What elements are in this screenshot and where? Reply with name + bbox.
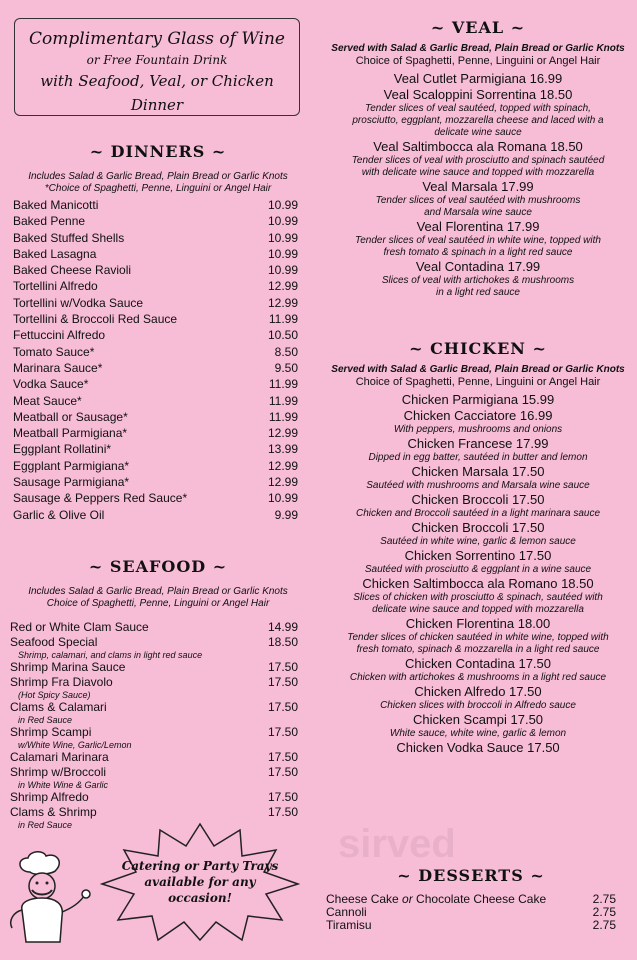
dinner-item (8, 344, 308, 360)
left-column (8, 12, 308, 830)
dinner-item (8, 360, 308, 376)
chicken-item-desc: delicate wine sauce and topped with mozzarella (372, 604, 584, 615)
chicken-item-desc: Tender slices of chicken sautéed in white wine, topped with (347, 632, 609, 643)
dinner-item (8, 230, 308, 246)
dinner-item (8, 327, 308, 343)
veal-subtitle-1: Served with Salad & Garlic Bread, Plain Bread or Garlic Knots (331, 43, 625, 54)
veal-item-desc: Tender slices of veal sautéed with mushrooms (375, 195, 581, 206)
promo-line-3: with Seafood, Veal, or Chicken Dinner (40, 72, 274, 114)
dinner-item (8, 295, 308, 311)
seafood-item (8, 620, 308, 635)
seafood-item (8, 700, 308, 725)
dinner-item (8, 311, 308, 327)
seafood-item-row (10, 635, 298, 650)
dinner-item (8, 441, 308, 457)
seafood-item-name: Calamari Marinara (10, 749, 109, 764)
dinner-item-price: 11.99 (268, 377, 298, 392)
chicken-item-desc: Chicken and Broccoli sautéed in a light marinara sauce (355, 508, 601, 519)
chicken-item-desc: Sautéed with mushrooms and Marsala wine sauce (366, 480, 590, 491)
seafood-item-price: 17.50 (267, 724, 298, 739)
dinner-item-price: 9.50 (274, 360, 298, 375)
seafood-item-name: Shrimp Scampi (10, 724, 92, 739)
veal-item-name: Veal Florentina 17.99 (416, 219, 540, 234)
veal-item-desc: Slices of veal with artichokes & mushrooms (381, 275, 575, 286)
seafood-subtitle-2: Choice of Spaghetti, Penne, Linguini or Angel Hair (46, 597, 270, 609)
chicken-item-desc: Chicken with artichokes & mushrooms in a light red sauce (349, 672, 607, 683)
seafood-item-row (10, 660, 298, 675)
dessert-item-name: Cannoli (326, 905, 367, 919)
chicken-title: ~ CHICKEN ~ (409, 339, 547, 358)
seafood-item-price: 17.50 (267, 789, 298, 804)
chicken-item-name: Chicken Broccoli 17.50 (411, 492, 545, 507)
desserts-section (326, 866, 616, 932)
dinner-item-price: 10.99 (267, 246, 298, 261)
seafood-item-note: w/White Wine, Garlic/Lemon (18, 739, 132, 750)
chicken-item-name: Chicken Broccoli 17.50 (411, 520, 545, 535)
dinner-item (8, 507, 308, 523)
dinner-item-price: 12.99 (267, 295, 298, 310)
dinners-title: ~ DINNERS ~ (89, 142, 227, 161)
seafood-item-note: in Red Sauce (18, 819, 73, 830)
dinner-item-price: 12.99 (267, 426, 298, 441)
veal-subtitle-2: Choice of Spaghetti, Penne, Linguini or Angel Hair (355, 55, 601, 67)
seafood-item-note: (Hot Spicy Sauce) (18, 689, 91, 700)
dessert-item-price: 2.75 (592, 892, 616, 906)
dinner-item-price: 11.99 (268, 312, 298, 327)
dinner-item-name: Tortellini Alfredo (13, 279, 98, 294)
dinner-item-price: 10.99 (267, 214, 298, 229)
chicken-item-name: Chicken Florentina 18.00 (405, 616, 551, 631)
chicken-item-name: Chicken Cacciatore 16.99 (403, 408, 553, 423)
veal-item-desc: fresh tomato & spinach in a light red sauce (383, 247, 573, 258)
seafood-item-note: Shrimp, calamari, and clams in light red sauce (18, 649, 203, 660)
seafood-item-price: 17.50 (267, 749, 298, 764)
seafood-list (8, 620, 308, 830)
dinner-item-price: 11.99 (268, 393, 298, 408)
dessert-item-name: Tiramisu (326, 918, 372, 932)
chicken-item-name: Chicken Vodka Sauce 17.50 (396, 740, 560, 755)
catering-line-1: Catering or Party Trays (121, 859, 279, 873)
dinner-item-name: Baked Lasagna (13, 246, 97, 261)
seafood-item-row (10, 750, 298, 765)
dinner-item-price: 10.99 (267, 263, 298, 278)
seafood-item-row (10, 805, 298, 820)
dessert-item-name: Cheese Cake or Chocolate Cheese Cake (326, 892, 547, 906)
seafood-item-row (10, 675, 298, 690)
dinner-item-name: Baked Penne (13, 214, 86, 229)
veal-item-desc: Tender slices of veal sautéed in white wine, topped with (355, 235, 601, 246)
seafood-item-row (10, 765, 298, 780)
chicken-item-desc: Dipped in egg batter, sautéed in butter and lemon (368, 452, 588, 463)
seafood-item (8, 750, 308, 765)
watermark-text: sirved (338, 822, 456, 866)
veal-list (328, 71, 628, 299)
catering-line-2: available for any (144, 875, 256, 889)
dinner-item-name: Baked Cheese Ravioli (13, 263, 132, 278)
dinner-item-name: Vodka Sauce* (13, 377, 89, 392)
seafood-item-name: Shrimp Marina Sauce (10, 659, 126, 674)
seafood-item-price: 17.50 (267, 764, 298, 779)
dinner-item-name: Tortellini w/Vodka Sauce (13, 295, 144, 310)
veal-item-name: Veal Saltimbocca ala Romana 18.50 (373, 139, 583, 154)
seafood-item-name: Clams & Shrimp (10, 804, 97, 819)
chicken-item-desc: Sautéed in white wine, garlic & lemon sauce (380, 536, 576, 547)
veal-item-desc: prosciutto, eggplant, mozzarella cheese and laced with a (352, 115, 604, 126)
dinner-item-name: Sausage Parmigiana* (13, 475, 130, 490)
seafood-item-row (10, 790, 298, 805)
dinner-item-name: Meatball or Sausage* (13, 409, 128, 424)
dessert-item (326, 919, 616, 932)
dinner-item (8, 425, 308, 441)
veal-item-desc: with delicate wine sauce and topped with mozzarella (361, 167, 595, 178)
veal-item-desc: Tender slices of veal sautéed, topped with spinach, (365, 103, 591, 114)
dinner-item-name: Meatball Parmigiana* (13, 426, 128, 441)
desserts-list (326, 893, 616, 932)
chicken-item-desc: Slices of chicken with prosciutto & spinach, sautéed with (353, 592, 603, 603)
chicken-list (328, 392, 628, 756)
seafood-item-name: Red or White Clam Sauce (10, 619, 149, 634)
dinner-item-price: 8.50 (274, 344, 298, 359)
veal-item-name: Veal Scaloppini Sorrentina 18.50 (383, 87, 573, 102)
seafood-item-price: 17.50 (267, 659, 298, 674)
dinner-item (8, 490, 308, 506)
seafood-item (8, 675, 308, 700)
seafood-item (8, 635, 308, 660)
dinner-item-price: 10.99 (267, 230, 298, 245)
seafood-item-price: 17.50 (267, 804, 298, 819)
chicken-item-name: Chicken Parmigiana 15.99 (401, 392, 555, 407)
dinner-item-name: Tortellini & Broccoli Red Sauce (13, 312, 178, 327)
seafood-item-name: Seafood Special (10, 634, 98, 649)
dinner-item (8, 197, 308, 213)
dinner-item-price: 13.99 (267, 442, 298, 457)
seafood-title: ~ SEAFOOD ~ (88, 556, 228, 576)
seafood-item (8, 790, 308, 805)
dinner-item-price: 10.50 (267, 328, 298, 343)
dinner-item-name: Baked Stuffed Shells (13, 230, 125, 245)
seafood-item-row (10, 620, 298, 635)
dinner-item (8, 213, 308, 229)
seafood-subtitle-1: Includes Salad & Garlic Bread, Plain Bread or Garlic Knots (28, 585, 288, 597)
dinner-item-price: 12.99 (267, 475, 298, 490)
seafood-item-note: in Red Sauce (18, 714, 73, 725)
seafood-item-row (10, 725, 298, 740)
dinner-item-name: Marinara Sauce* (13, 360, 103, 375)
dinner-item-price: 11.99 (268, 409, 298, 424)
seafood-item-note: in White Wine & Garlic (18, 779, 108, 790)
veal-item-desc: delicate wine sauce (434, 127, 522, 138)
dinner-item-price: 12.99 (267, 279, 298, 294)
dessert-item (326, 893, 616, 906)
promo-box (14, 18, 300, 116)
chicken-item-desc: Chicken slices with broccoli in Alfredo sauce (380, 700, 576, 711)
veal-item-name: Veal Cutlet Parmigiana 16.99 (393, 71, 563, 86)
dinners-subtitle-1: Includes Salad & Garlic Bread, Plain Bread or Garlic Knots (28, 171, 288, 182)
dinner-item (8, 393, 308, 409)
veal-item-desc: Tender slices of veal with prosciutto and spinach sautéed (351, 155, 605, 166)
chicken-item-name: Chicken Contadina 17.50 (405, 656, 551, 671)
dinner-item-name: Garlic & Olive Oil (13, 507, 105, 522)
seafood-item (8, 725, 308, 750)
dessert-item-price: 2.75 (592, 905, 616, 919)
dinner-item-price: 9.99 (274, 507, 298, 522)
veal-item-desc: and Marsala wine sauce (424, 207, 532, 218)
chicken-item-name: Chicken Marsala 17.50 (411, 464, 545, 479)
chicken-subtitle-2: Choice of Spaghetti, Penne, Linguini or Angel Hair (355, 376, 601, 388)
seafood-item-name: Shrimp w/Broccoli (10, 764, 107, 779)
seafood-item-price: 17.50 (267, 699, 298, 714)
chicken-item-desc: With peppers, mushrooms and onions (393, 424, 563, 435)
right-column (328, 12, 628, 756)
chicken-item-desc: fresh tomato, spinach & mozzarella in a light red sauce (356, 644, 600, 655)
veal-item-name: Veal Contadina 17.99 (415, 259, 541, 274)
seafood-item (8, 765, 308, 790)
veal-title: ~ VEAL ~ (430, 18, 526, 37)
seafood-item-price: 18.50 (267, 634, 298, 649)
dinner-item-name: Eggplant Parmigiana* (13, 458, 130, 473)
dinner-item-price: 10.99 (267, 491, 298, 506)
dinner-item-name: Meat Sauce* (13, 393, 82, 408)
dinner-item (8, 376, 308, 392)
seafood-item-name: Shrimp Fra Diavolo (10, 674, 113, 689)
promo-line-2: or Free Fountain Drink (86, 53, 228, 67)
dessert-item-price: 2.75 (592, 918, 616, 932)
dinner-item (8, 409, 308, 425)
dinner-item (8, 474, 308, 490)
dinner-item (8, 262, 308, 278)
seafood-item-row (10, 700, 298, 715)
dinner-item-name: Fettuccini Alfredo (13, 328, 106, 343)
catering-burst (100, 822, 300, 942)
veal-item-desc: in a light red sauce (436, 287, 520, 298)
chicken-item-desc: White sauce, white wine, garlic & lemon (389, 728, 567, 739)
chicken-item-name: Chicken Saltimbocca ala Romano 18.50 (362, 576, 594, 591)
chicken-item-name: Chicken Sorrentino 17.50 (404, 548, 552, 563)
seafood-item-price: 17.50 (267, 674, 298, 689)
dinner-item (8, 458, 308, 474)
chef-illustration (0, 850, 92, 946)
seafood-item (8, 660, 308, 675)
dinners-subtitle-2: *Choice of Spaghetti, Penne, Linguini or Angel Hair (44, 183, 272, 194)
seafood-item-name: Shrimp Alfredo (10, 789, 89, 804)
desserts-title: ~ DESSERTS ~ (397, 866, 545, 885)
promo-line-1: Complimentary Glass of Wine (29, 29, 285, 49)
dinner-item-name: Eggplant Rollatini* (13, 442, 112, 457)
veal-item-name: Veal Marsala 17.99 (422, 179, 534, 194)
chicken-item-desc: Sautéed with prosciutto & eggplant in a wine sauce (364, 564, 592, 575)
dinner-item-price: 10.99 (267, 198, 298, 212)
dinner-item-price: 12.99 (267, 458, 298, 473)
chicken-item-name: Chicken Scampi 17.50 (412, 712, 544, 727)
chicken-item-name: Chicken Francese 17.99 (407, 436, 549, 451)
seafood-item-name: Clams & Calamari (10, 699, 107, 714)
dinner-item-name: Sausage & Peppers Red Sauce* (13, 491, 188, 506)
dinner-item-name: Baked Manicotti (13, 198, 99, 212)
catering-line-3: occasion! (168, 891, 232, 905)
dinner-item (8, 246, 308, 262)
chicken-subtitle-1: Served with Salad & Garlic Bread, Plain Bread or Garlic Knots (331, 364, 625, 375)
dinners-list (8, 197, 308, 523)
dinner-item-name: Tomato Sauce* (13, 344, 95, 359)
chicken-item-name: Chicken Alfredo 17.50 (414, 684, 542, 699)
seafood-item-price: 14.99 (267, 619, 298, 634)
dinner-item (8, 278, 308, 294)
